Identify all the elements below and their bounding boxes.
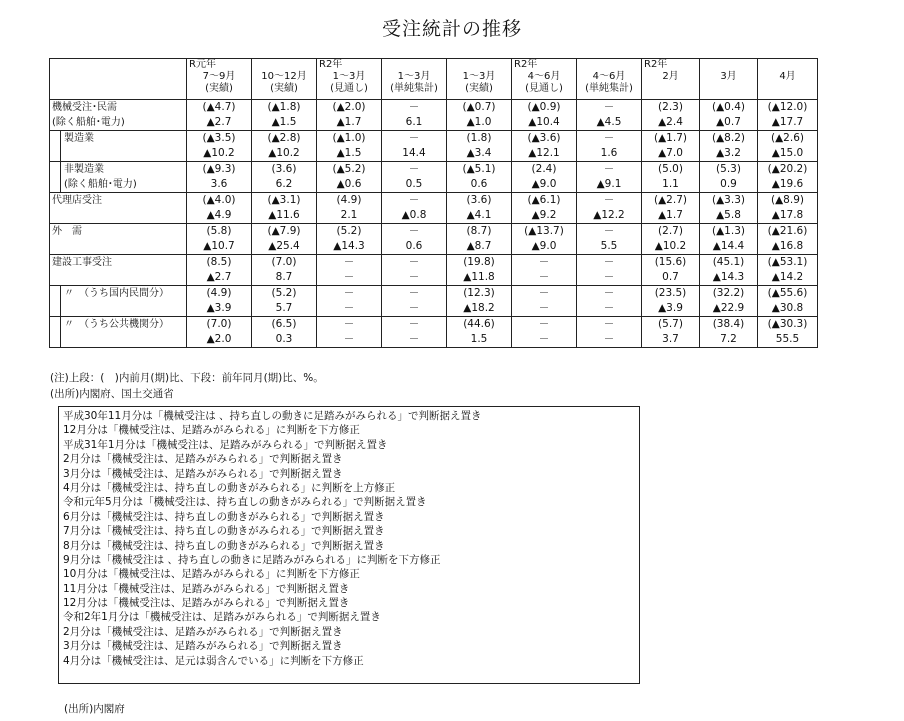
table-cell: (▲4.7) (187, 100, 252, 116)
table-cell: (4.9) (187, 286, 252, 302)
column-kind: (単純集計) (585, 83, 633, 94)
table-cell: (5.7) (642, 317, 700, 333)
table-cell: － (577, 100, 642, 116)
row-label: 〃 （うち公共機関分） (50, 317, 187, 333)
table-cell: － (577, 193, 642, 209)
column-period: 4～6月 (527, 71, 561, 82)
table-cell: － (382, 162, 447, 178)
table-cell: － (382, 224, 447, 240)
table-cell: (8.5) (187, 255, 252, 271)
table-cell: (▲8.2) (700, 131, 758, 147)
table-cell: 55.5 (758, 332, 818, 348)
table-cell: ▲14.2 (758, 270, 818, 286)
table-cell: (▲5.1) (447, 162, 512, 178)
table-cell: (▲9.3) (187, 162, 252, 178)
table-cell: (▲8.9) (758, 193, 818, 209)
table-cell: ▲4.1 (447, 208, 512, 224)
table-cell: (38.4) (700, 317, 758, 333)
table-cell: － (317, 286, 382, 302)
table-cell: (5.0) (642, 162, 700, 178)
column-kind: (実績) (205, 83, 233, 94)
table-cell: ▲22.9 (700, 301, 758, 317)
judgment-line: 3月分は「機械受注は、足踏みがみられる」で判断据え置き (63, 640, 343, 653)
table-cell: － (317, 317, 382, 333)
judgment-line: 4月分は「機械受注は、持ち直しの動きがみられる」に判断を上方修正 (63, 481, 396, 494)
column-period: 4～6月 (592, 71, 626, 82)
table-cell: － (512, 255, 577, 271)
table-source: (出所)内閣府、国土交通省 (50, 388, 174, 400)
table-cell: 1.1 (642, 177, 700, 193)
table-cell: (▲1.3) (700, 224, 758, 240)
judgment-line: 12月分は「機械受注は、足踏みがみられる」に判断を下方修正 (63, 424, 360, 437)
table-cell: 1.6 (577, 146, 642, 162)
table-cell: ▲12.1 (512, 146, 577, 162)
table-cell: (6.5) (252, 317, 317, 333)
table-cell: (▲2.6) (758, 131, 818, 147)
table-cell: (12.3) (447, 286, 512, 302)
table-cell: 0.6 (382, 239, 447, 255)
table-cell: ▲0.6 (317, 177, 382, 193)
table-cell: ▲10.2 (252, 146, 317, 162)
table-cell: ▲1.7 (642, 208, 700, 224)
table-cell: (▲7.9) (252, 224, 317, 240)
table-cell: ▲9.2 (512, 208, 577, 224)
table-cell: (2.3) (642, 100, 700, 116)
column-period: 7～9月 (202, 71, 236, 82)
table-cell: － (577, 131, 642, 147)
row-label (50, 270, 187, 286)
table-row (50, 131, 818, 147)
table-cell: － (577, 270, 642, 286)
judgment-line: 9月分は「機械受注は 、持ち直しの動きに足踏みがみられる」に判断を下方修正 (63, 553, 441, 566)
table-cell: 2.1 (317, 208, 382, 224)
judgment-line: 平成30年11月分は「機械受注は 、持ち直しの動きに足踏みがみられる」で判断据え置き (63, 410, 482, 422)
column-year (447, 59, 511, 71)
table-cell: 6.1 (382, 115, 447, 131)
table-cell: － (577, 317, 642, 333)
table-cell: － (382, 286, 447, 302)
column-period: 2月 (662, 71, 679, 82)
column-header (252, 59, 317, 100)
table-row (50, 224, 818, 240)
table-cell: (3.6) (252, 162, 317, 178)
column-year: R2年 (644, 59, 668, 70)
column-header (512, 59, 577, 100)
table-cell: (▲13.7) (512, 224, 577, 240)
column-year (758, 59, 817, 71)
table-cell: － (382, 131, 447, 147)
column-kind: (実績) (465, 83, 493, 94)
row-label: 〃 （うち国内民間分） (50, 286, 187, 302)
table-cell: 8.7 (252, 270, 317, 286)
table-row (50, 100, 818, 116)
column-header (700, 59, 758, 100)
column-header (317, 59, 382, 100)
table-cell: (▲3.1) (252, 193, 317, 209)
table-row (50, 270, 818, 286)
row-label: 非製造業 (50, 162, 187, 178)
table-cell: 1.5 (447, 332, 512, 348)
table-cell: ▲10.7 (187, 239, 252, 255)
table-cell: 14.4 (382, 146, 447, 162)
table-cell: ▲1.5 (317, 146, 382, 162)
row-label (50, 301, 187, 317)
table-cell: ▲19.6 (758, 177, 818, 193)
table-cell: (8.7) (447, 224, 512, 240)
table-cell: ▲2.7 (187, 270, 252, 286)
table-cell: ▲4.5 (577, 115, 642, 131)
column-kind: (単純集計) (390, 83, 438, 94)
table-cell: (15.6) (642, 255, 700, 271)
table-cell: 0.9 (700, 177, 758, 193)
table-cell: － (577, 224, 642, 240)
table-cell: (▲30.3) (758, 317, 818, 333)
column-year (577, 59, 641, 71)
table-cell: (2.7) (642, 224, 700, 240)
row-label: 代理店受注 (50, 193, 187, 209)
table-cell: ▲7.0 (642, 146, 700, 162)
page-title: 受注統計の推移 (381, 18, 522, 40)
table-cell: (▲53.1) (758, 255, 818, 271)
table-cell: ▲0.8 (382, 208, 447, 224)
table-cell: (▲0.9) (512, 100, 577, 116)
table-cell: ▲11.8 (447, 270, 512, 286)
column-period: 1～3月 (332, 71, 366, 82)
column-header (642, 59, 700, 100)
table-cell: － (382, 270, 447, 286)
judgment-line: 令和2年1月分は「機械受注は、足踏みがみられる」で判断据え置き (63, 611, 381, 624)
table-cell: ▲12.2 (577, 208, 642, 224)
table-cell: ▲0.7 (700, 115, 758, 131)
judgment-line: 12月分は「機械受注は、足踏みがみられる」で判断据え置き (63, 597, 350, 610)
table-cell: － (577, 332, 642, 348)
table-cell: ▲1.7 (317, 115, 382, 131)
judgment-line: 7月分は「機械受注は、持ち直しの動きがみられる」で判断据え置き (63, 525, 385, 538)
table-cell: － (382, 317, 447, 333)
column-period: 3月 (720, 71, 737, 82)
table-cell: ▲3.9 (642, 301, 700, 317)
table-cell: － (577, 301, 642, 317)
table-cell: (▲0.7) (447, 100, 512, 116)
table-cell: (▲3.5) (187, 131, 252, 147)
table-cell: ▲3.4 (447, 146, 512, 162)
table-cell: (▲12.0) (758, 100, 818, 116)
table-cell: (▲1.7) (642, 131, 700, 147)
table-cell: ▲14.3 (700, 270, 758, 286)
table-cell: (▲20.2) (758, 162, 818, 178)
judgment-line: 11月分は「機械受注は、足踏みがみられる」で判断据え置き (63, 582, 350, 595)
judgment-line: 令和元年5月分は「機械受注は、持ち直しの動きがみられる」で判断据え置き (63, 496, 427, 509)
table-row (50, 115, 818, 131)
table-cell: － (382, 332, 447, 348)
table-cell: 0.3 (252, 332, 317, 348)
table-cell: (7.0) (187, 317, 252, 333)
table-cell: 0.7 (642, 270, 700, 286)
table-cell: ▲10.4 (512, 115, 577, 131)
table-cell: (7.0) (252, 255, 317, 271)
table-cell: ▲2.4 (642, 115, 700, 131)
table-cell: － (317, 255, 382, 271)
table-cell: ▲14.4 (700, 239, 758, 255)
table-cell: (5.8) (187, 224, 252, 240)
table-cell: ▲10.2 (187, 146, 252, 162)
table-cell: (▲0.4) (700, 100, 758, 116)
table-cell: 6.2 (252, 177, 317, 193)
column-header (382, 59, 447, 100)
table-cell: (3.6) (447, 193, 512, 209)
table-cell: 7.2 (700, 332, 758, 348)
table-cell: － (382, 301, 447, 317)
column-period: 10～12月 (261, 71, 307, 82)
row-label: (除く船舶･電力) (50, 177, 187, 193)
table-cell: － (317, 270, 382, 286)
row-label (50, 332, 187, 348)
judgment-line: 平成31年1月分は「機械受注は、足踏みがみられる」で判断据え置き (63, 438, 388, 451)
row-label (50, 146, 187, 162)
table-cell: (1.8) (447, 131, 512, 147)
column-period: 4月 (779, 71, 796, 82)
judgment-history-box (58, 406, 640, 684)
row-label: 建設工事受注 (50, 255, 187, 271)
table-cell: (23.5) (642, 286, 700, 302)
table-cell: ▲18.2 (447, 301, 512, 317)
table-cell: － (577, 162, 642, 178)
table-cell: (▲5.2) (317, 162, 382, 178)
table-cell: － (577, 286, 642, 302)
table-cell: (▲2.7) (642, 193, 700, 209)
row-label: 外 需 (50, 224, 187, 240)
column-year: R元年 (189, 59, 216, 70)
judgment-line: 3月分は「機械受注は、足踏みがみられる」で判断据え置き (63, 467, 343, 480)
table-cell: (4.9) (317, 193, 382, 209)
table-cell: (▲1.8) (252, 100, 317, 116)
table-cell: (▲21.6) (758, 224, 818, 240)
column-year (382, 59, 446, 71)
table-cell: － (512, 332, 577, 348)
table-cell: (19.8) (447, 255, 512, 271)
table-cell: 0.5 (382, 177, 447, 193)
table-cell: ▲30.8 (758, 301, 818, 317)
table-cell: (5.2) (317, 224, 382, 240)
table-cell: ▲17.7 (758, 115, 818, 131)
table-cell: (▲3.3) (700, 193, 758, 209)
table-cell: ▲3.2 (700, 146, 758, 162)
table-cell: (45.1) (700, 255, 758, 271)
table-cell: － (382, 193, 447, 209)
table-cell: ▲9.1 (577, 177, 642, 193)
table-cell: (5.3) (700, 162, 758, 178)
table-cell: (▲3.6) (512, 131, 577, 147)
column-year (700, 59, 757, 71)
column-header (758, 59, 818, 100)
table-cell: ▲5.8 (700, 208, 758, 224)
row-label: (除く船舶･電力) (50, 115, 187, 131)
judgment-line: 2月分は「機械受注は、足踏みがみられる」で判断据え置き (63, 453, 343, 466)
table-cell: ▲10.2 (642, 239, 700, 255)
column-year (252, 59, 316, 71)
column-header (447, 59, 512, 100)
row-label (50, 239, 187, 255)
column-year: R2年 (514, 59, 538, 70)
column-header (577, 59, 642, 100)
table-cell: (▲1.0) (317, 131, 382, 147)
table-cell: ▲15.0 (758, 146, 818, 162)
table-row (50, 317, 818, 333)
table-cell: ▲4.9 (187, 208, 252, 224)
table-cell: ▲14.3 (317, 239, 382, 255)
table-cell: 3.6 (187, 177, 252, 193)
table-cell: (▲4.0) (187, 193, 252, 209)
table-cell: － (382, 100, 447, 116)
table-cell: ▲17.8 (758, 208, 818, 224)
column-kind: (見通し) (330, 83, 368, 94)
table-row (50, 177, 818, 193)
box-source: (出所)内閣府 (64, 703, 125, 715)
table-cell: ▲11.6 (252, 208, 317, 224)
table-row (50, 255, 818, 271)
table-row (50, 208, 818, 224)
column-year: R2年 (319, 59, 343, 70)
judgment-line: 10月分は「機械受注は、足踏みがみられる」に判断を下方修正 (63, 568, 360, 581)
table-row (50, 162, 818, 178)
table-cell: 5.7 (252, 301, 317, 317)
column-kind: (実績) (270, 83, 298, 94)
table-cell: (32.2) (700, 286, 758, 302)
column-header (187, 59, 252, 100)
table-row (50, 146, 818, 162)
table-cell: ▲25.4 (252, 239, 317, 255)
table-row (50, 301, 818, 317)
table-cell: ▲9.0 (512, 177, 577, 193)
table-cell: － (512, 317, 577, 333)
table-cell: (▲2.0) (317, 100, 382, 116)
table-cell: － (317, 332, 382, 348)
table-cell: ▲2.0 (187, 332, 252, 348)
table-cell: 0.6 (447, 177, 512, 193)
table-cell: － (317, 301, 382, 317)
row-label: 機械受注･民需 (50, 100, 187, 116)
column-kind: (見通し) (525, 83, 563, 94)
table-row (50, 239, 818, 255)
table-cell: (▲2.8) (252, 131, 317, 147)
column-period: 1～3月 (462, 71, 496, 82)
table-cell: 3.7 (642, 332, 700, 348)
table-note: (注)上段：( )内前月(期)比、下段：前年同月(期)比、%。 (50, 372, 324, 384)
table-row (50, 286, 818, 302)
table-cell: ▲1.5 (252, 115, 317, 131)
header-corner (50, 59, 187, 100)
judgment-line: 2月分は「機械受注は、足踏みがみられる」で判断据え置き (63, 625, 343, 638)
table-cell: (▲6.1) (512, 193, 577, 209)
table-cell: － (512, 301, 577, 317)
table-cell: (5.2) (252, 286, 317, 302)
table-cell: ▲1.0 (447, 115, 512, 131)
column-period: 1～3月 (397, 71, 431, 82)
row-label: 製造業 (50, 131, 187, 147)
table-cell: ▲8.7 (447, 239, 512, 255)
table-cell: (2.4) (512, 162, 577, 178)
table-row (50, 193, 818, 209)
table-cell: － (382, 255, 447, 271)
table-cell: 5.5 (577, 239, 642, 255)
table-cell: － (512, 270, 577, 286)
table-cell: ▲2.7 (187, 115, 252, 131)
table-cell: ▲3.9 (187, 301, 252, 317)
judgment-line: 6月分は「機械受注は、持ち直しの動きがみられる」で判断据え置き (63, 510, 385, 523)
table-cell: (44.6) (447, 317, 512, 333)
table-cell: － (512, 286, 577, 302)
table-cell: － (577, 255, 642, 271)
table-cell: ▲16.8 (758, 239, 818, 255)
orders-statistics-table (49, 58, 818, 348)
table-cell: (▲55.6) (758, 286, 818, 302)
row-label (50, 208, 187, 224)
table-row (50, 332, 818, 348)
judgment-line: 8月分は「機械受注は、持ち直しの動きがみられる」で判断据え置き (63, 539, 385, 552)
table-cell: ▲9.0 (512, 239, 577, 255)
judgment-line: 4月分は「機械受注は、足元は弱含んでいる」に判断を下方修正 (63, 654, 364, 667)
